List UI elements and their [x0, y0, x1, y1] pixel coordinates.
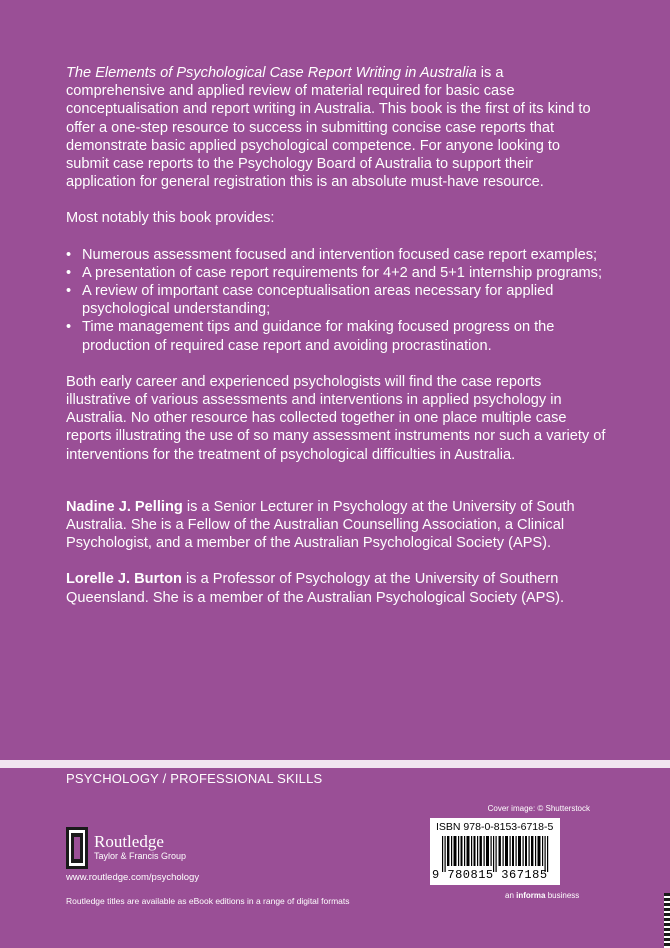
informa-tagline: an informa business	[505, 891, 580, 900]
ebook-note: Routledge titles are available as eBook editions in a range of digital formats	[66, 896, 350, 906]
author-bio	[66, 498, 606, 553]
closing-paragraph: Both early career and experienced psychologists will find the case reports illustrative of various assessments and interventions in applied psychology in Australia. No other resource has collected together in one place multiple case reports illustrating the use of so many assessment instruments nor such a variety of interventions for the treatment of psychological difficulties in Australia.	[66, 373, 606, 463]
bullet-icon: •	[66, 264, 72, 281]
cover-credit: Cover image: © Shutterstock	[487, 804, 590, 813]
bullet-icon: •	[66, 319, 72, 336]
informa-name: informa	[516, 891, 546, 900]
author-name: Lorelle J. Burton	[66, 571, 182, 588]
list-item-text: A review of important case conceptualisation areas necessary for applied psychological understanding;	[82, 283, 554, 318]
barcode-digits: 9 780815 367185	[432, 868, 548, 882]
subject-category: PSYCHOLOGY / PROFESSIONAL SKILLS	[66, 771, 323, 786]
routledge-logo-icon	[66, 827, 88, 869]
author-bio-text: is a Senior Lecturer in Psychology at the University of South Australia. She is a Fellow of the Australian Counselling Association, a Clinical Psychologist, and a member of the Australian Psychological Society (APS).	[66, 498, 575, 552]
edge-marks	[664, 893, 670, 948]
intro-text: is a comprehensive and applied review of material required for basic case conceptualisation and report writing in Australia. This book is the first of its kind to offer a one-step resource to success in submitting concise case reports that demonstrate basic applied psychological competence. For anyone looking to submit case reports to the Psychology Board of Australia to support their application for general registration this is an absolute must-have resource.	[66, 65, 591, 191]
author-name: Nadine J. Pelling	[66, 498, 183, 515]
list-item-text: Time management tips and guidance for making focused progress on the production of required case report and avoiding procrastination.	[82, 319, 555, 354]
subject-band	[0, 760, 670, 768]
author-bio-text: is a Professor of Psychology at the University of Southern Queensland. She is a member of the Australian Psychological Society (APS).	[66, 571, 565, 606]
publisher-name: Routledge	[94, 832, 164, 851]
list-item	[66, 318, 606, 354]
list-item-text: Numerous assessment focused and intervention focused case report examples;	[82, 246, 598, 263]
list-item	[66, 282, 606, 318]
publisher-url: www.routledge.com/psychology	[66, 872, 200, 883]
barcode-box	[430, 818, 560, 885]
blurb-text	[66, 64, 606, 607]
list-item	[66, 264, 606, 282]
list-item-text: A presentation of case report requirements for 4+2 and 5+1 internship programs;	[82, 264, 603, 281]
provides-list	[66, 246, 606, 355]
publisher-group: Taylor & Francis Group	[94, 851, 187, 861]
bullet-icon: •	[66, 246, 72, 263]
book-title: The Elements of Psychological Case Report Writing in Australia	[66, 65, 477, 81]
bullet-icon: •	[66, 283, 72, 300]
list-item	[66, 246, 606, 264]
publisher-brand	[94, 833, 186, 861]
author-bio	[66, 570, 606, 606]
provides-heading: Most notably this book provides:	[66, 210, 275, 227]
barcode-icon	[434, 836, 556, 872]
isbn-label: ISBN 978-0-8153-6718-5	[436, 821, 554, 833]
intro-paragraph	[66, 64, 606, 191]
